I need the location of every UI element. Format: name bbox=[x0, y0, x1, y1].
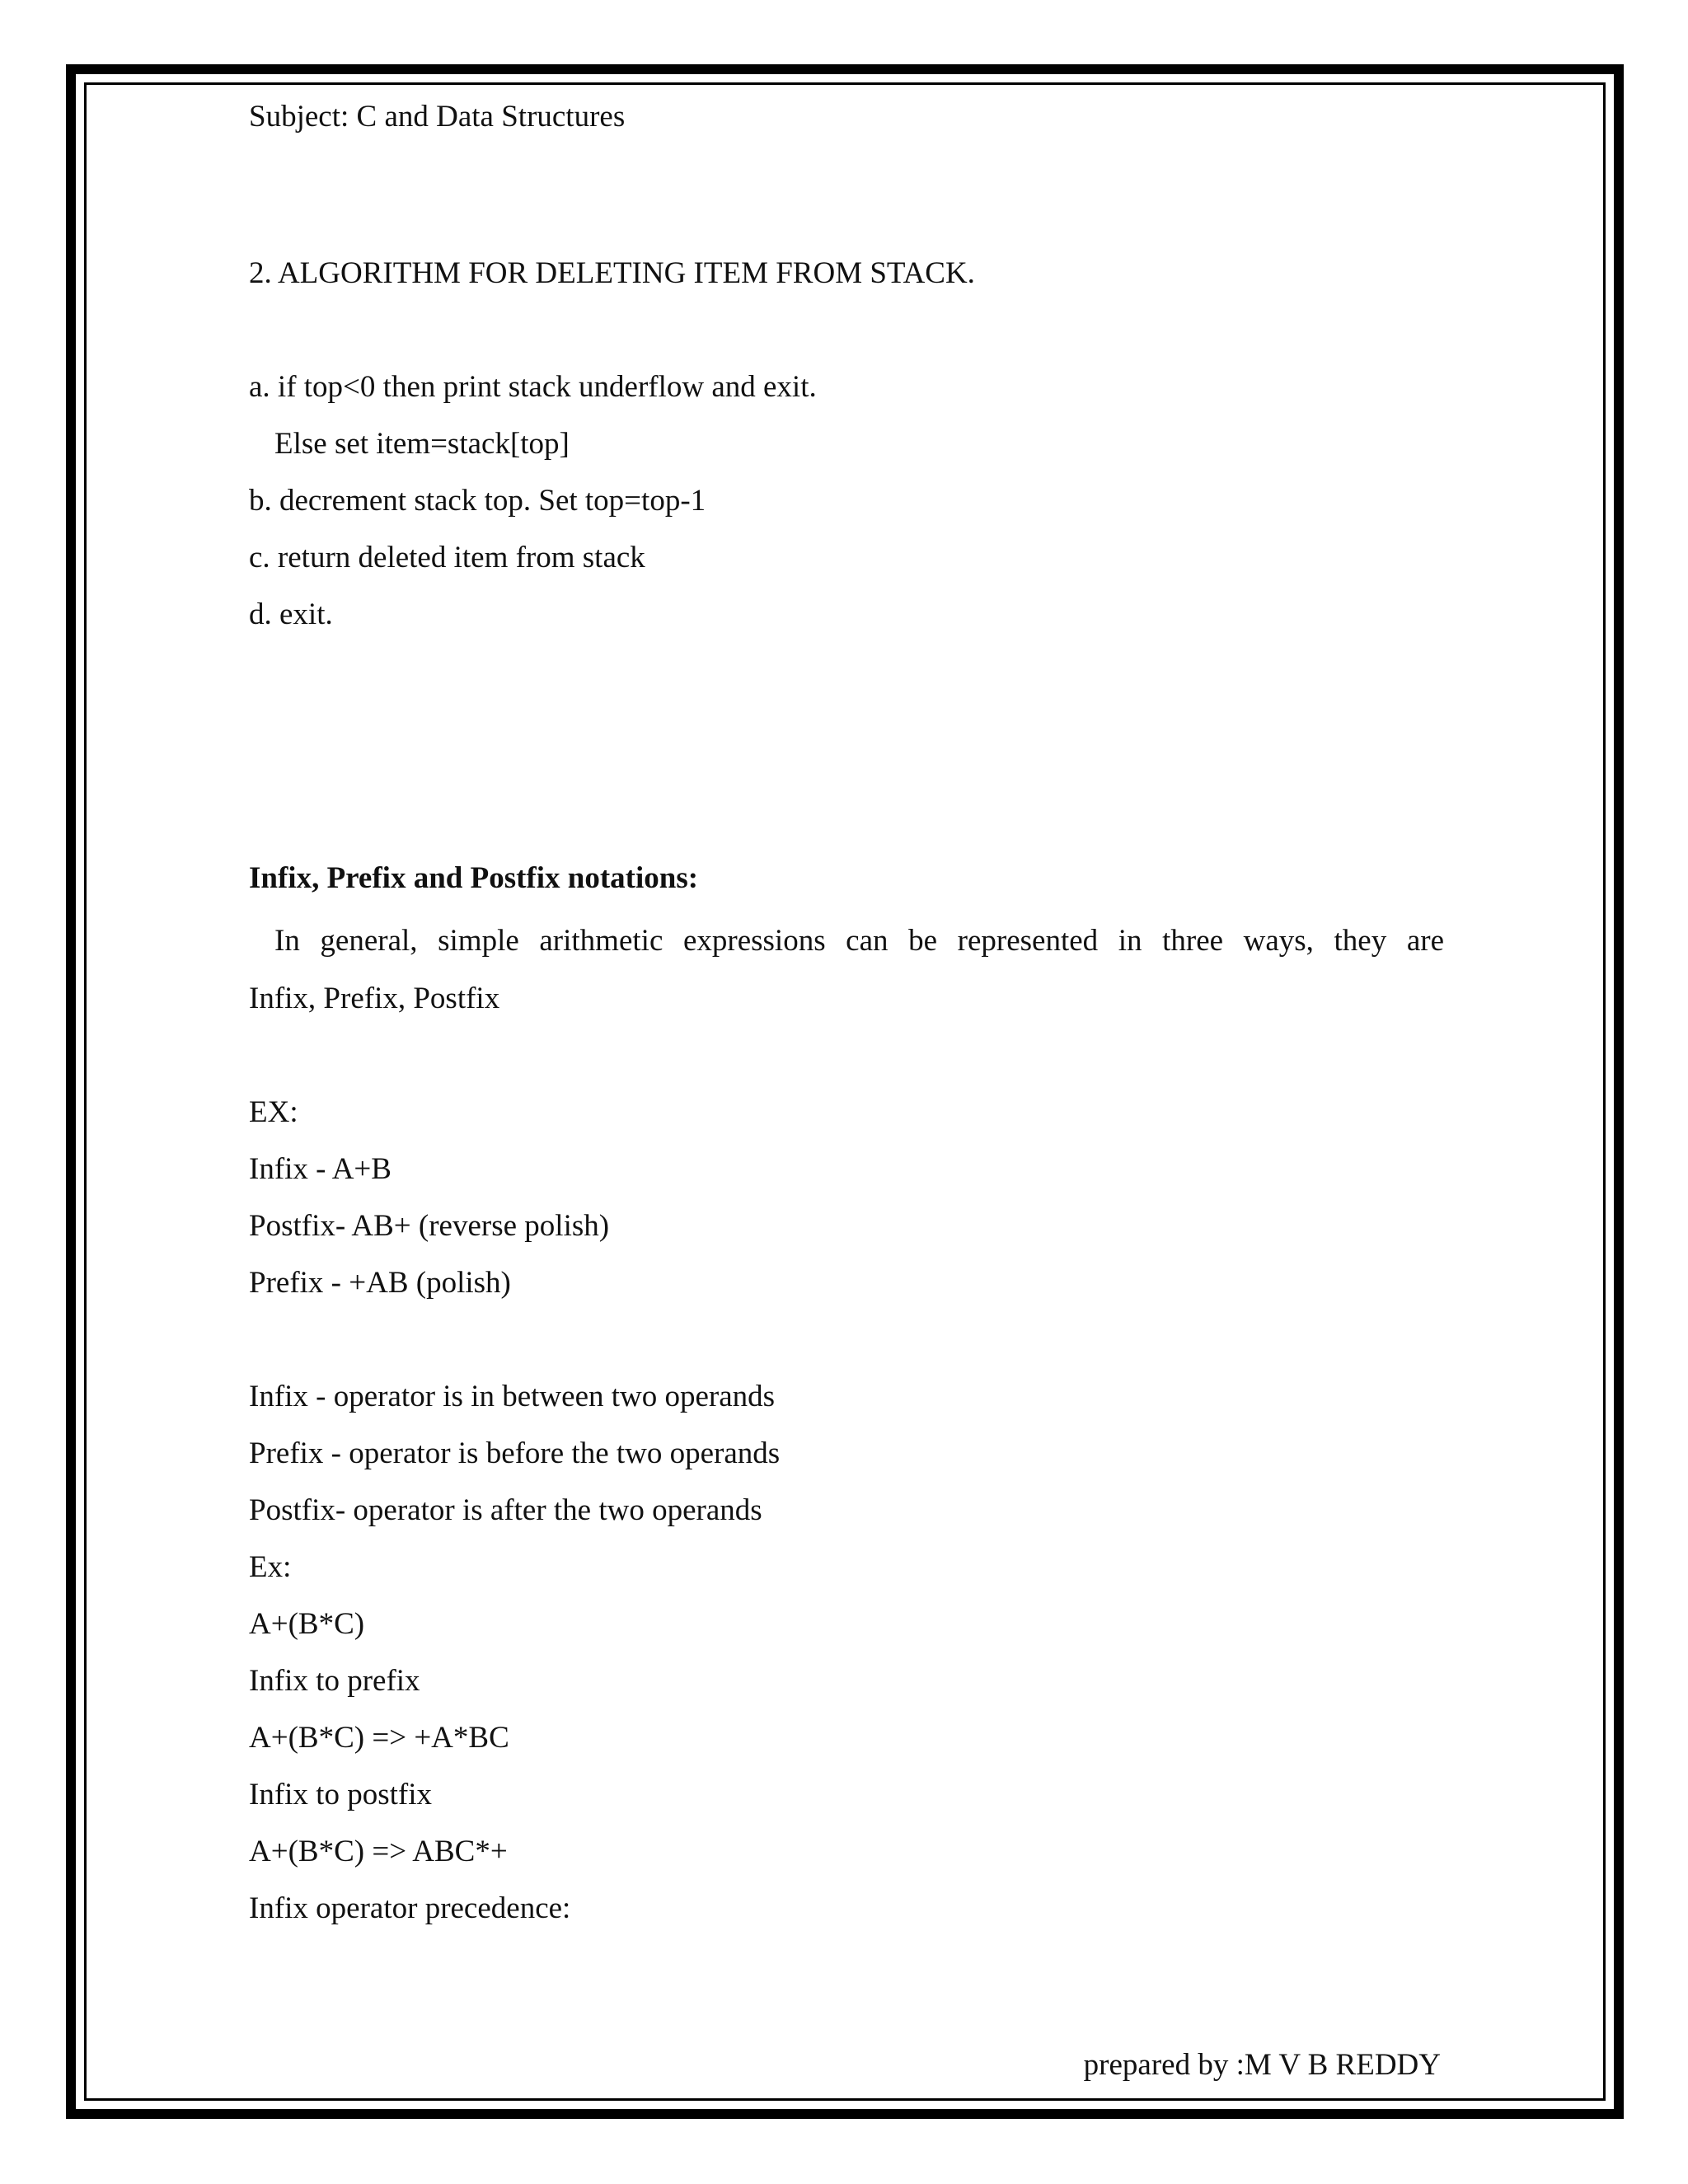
infix-to-prefix-result: A+(B*C) => +A*BC bbox=[249, 1721, 509, 1755]
example-infix: Infix - A+B bbox=[249, 1152, 392, 1186]
algorithm-step-a-else: Else set item=stack[top] bbox=[274, 427, 570, 461]
notations-heading: Infix, Prefix and Postfix notations: bbox=[249, 861, 699, 895]
algorithm-step-c: c. return deleted item from stack bbox=[249, 541, 645, 574]
algorithm-step-d: d. exit. bbox=[249, 598, 333, 631]
example-label: EX: bbox=[249, 1095, 298, 1129]
example2-label: Ex: bbox=[249, 1550, 292, 1584]
algorithm-title: 2. ALGORITHM FOR DELETING ITEM FROM STACK. bbox=[249, 256, 975, 290]
algorithm-step-a: a. if top<0 then print stack underflow and exit. bbox=[249, 370, 817, 404]
subject-line: Subject: C and Data Structures bbox=[249, 100, 626, 134]
operator-precedence-label: Infix operator precedence: bbox=[249, 1891, 571, 1925]
algorithm-step-b: b. decrement stack top. Set top=top-1 bbox=[249, 484, 706, 518]
notations-intro-line1: In general, simple arithmetic expressions can be represented in three ways, they are bbox=[274, 924, 1444, 958]
example-prefix: Prefix - +AB (polish) bbox=[249, 1266, 511, 1300]
example-postfix: Postfix- AB+ (reverse polish) bbox=[249, 1209, 610, 1243]
notations-intro-line2: Infix, Prefix, Postfix bbox=[249, 982, 500, 1015]
expression: A+(B*C) bbox=[249, 1607, 365, 1641]
prepared-by-footer: prepared by :M V B REDDY bbox=[1083, 2048, 1441, 2082]
infix-to-postfix-result: A+(B*C) => ABC*+ bbox=[249, 1835, 508, 1868]
infix-to-postfix-label: Infix to postfix bbox=[249, 1778, 432, 1811]
definition-postfix: Postfix- operator is after the two operands bbox=[249, 1493, 762, 1527]
infix-to-prefix-label: Infix to prefix bbox=[249, 1664, 420, 1698]
definition-prefix: Prefix - operator is before the two operands bbox=[249, 1436, 781, 1470]
definition-infix: Infix - operator is in between two operands bbox=[249, 1380, 776, 1413]
